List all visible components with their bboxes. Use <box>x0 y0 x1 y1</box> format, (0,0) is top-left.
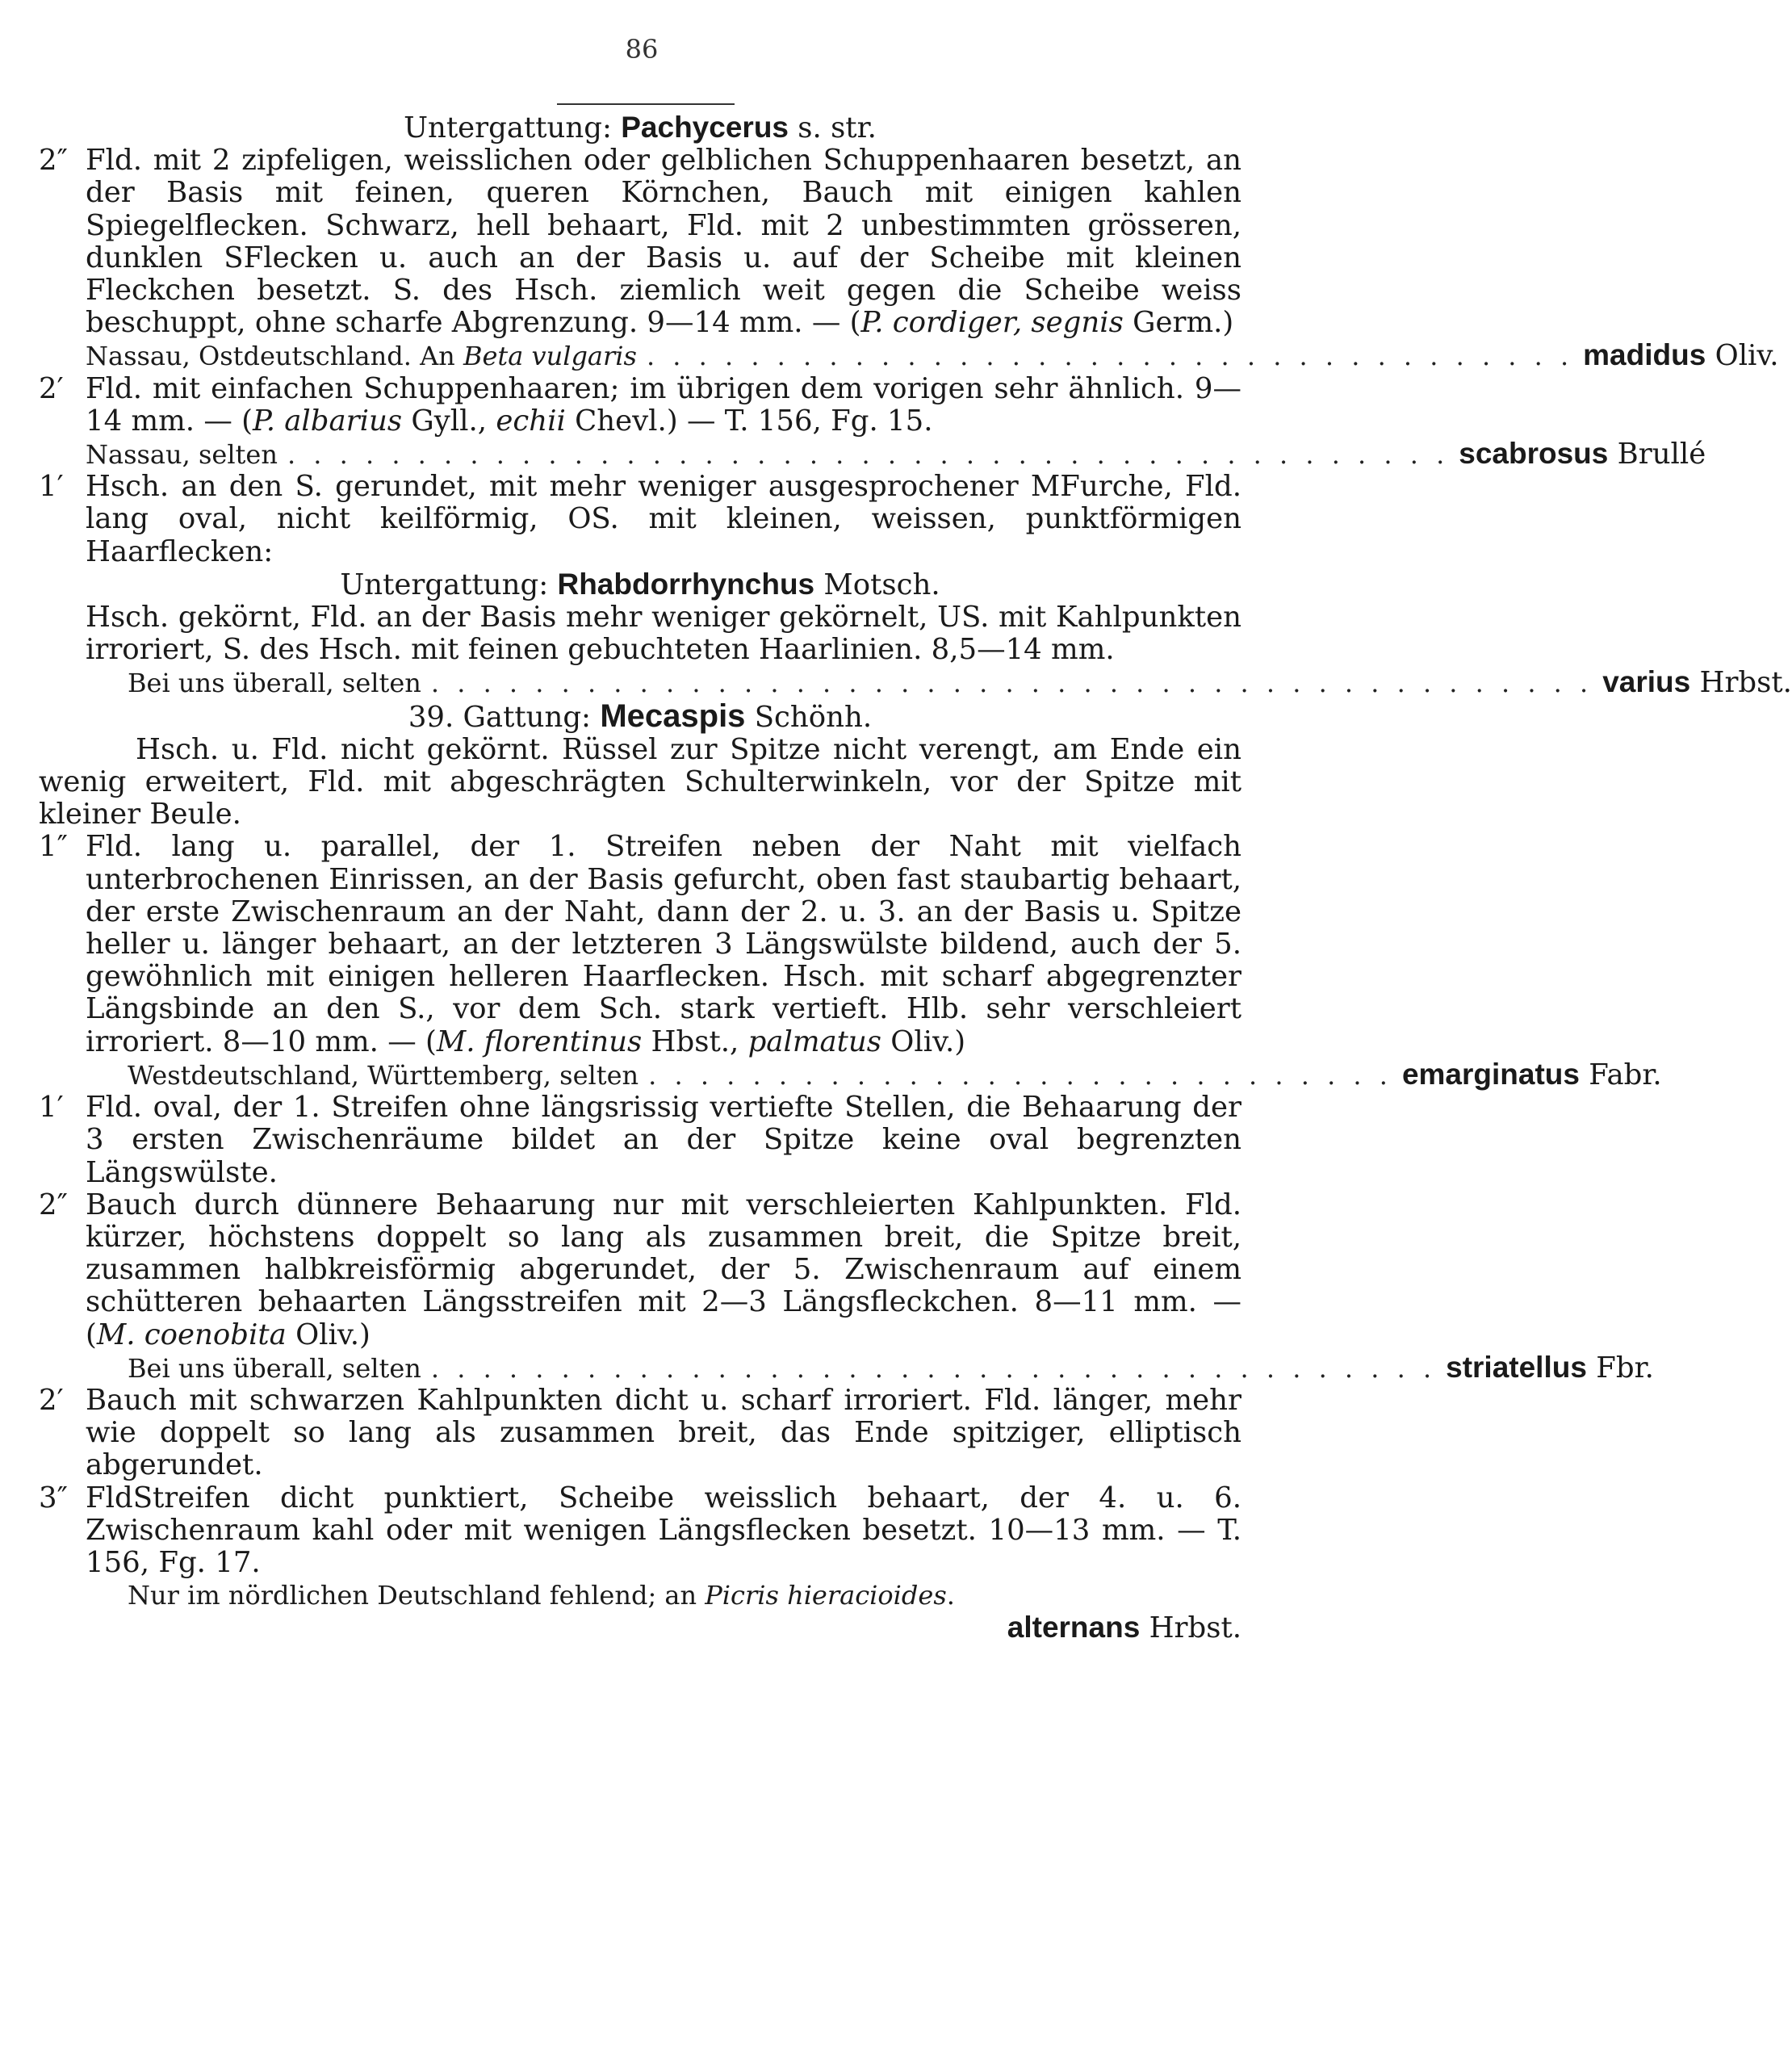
couplet-number: 2″ <box>39 144 68 178</box>
species-name-scabrosus: scabrosus <box>1459 437 1609 471</box>
couplet-number: 3″ <box>39 1481 68 1515</box>
couplet-number: 1′ <box>39 1091 64 1125</box>
key-entry-1a-mecaspis: 1″ Fld. lang u. parallel, der 1. Streifen neben der Naht mit vielfach unterbrochenen Einrissen, an der Basis gefurcht, oben fast staubartig behaart, der erste Zwischenraum an der Naht, dann der 2. u. 3. an der Basis u. Spitze heller u. länger behaart, an der letzteren 3 Längswülste bildend, auch der 5. gewöhnlich mit einigen helleren Haarflecken. Hsch. mit scharf abgegrenzter Längsbinde an den S., vor dem Sch. stark vertieft. Hlb. sehr verschleiert irroriert. 8—10 mm. — (M. florentinus Hbst., palmatus Oliv.) <box>39 830 1241 1058</box>
subgenus-heading-rhabdorrhynchus: Untergattung: Rhabdorrhynchus Motsch. <box>340 567 940 601</box>
genus-description: Hsch. u. Fld. nicht gekörnt. Rüssel zur Spitze nicht verengt, am Ende ein wenig erweitert, Fld. mit abgeschrägten Schulterwinkeln, vor der Spitze mit kleiner Beule. <box>39 732 1241 832</box>
distribution-text: Nur im nördlichen Deutschland fehlend; an <box>128 1580 705 1611</box>
key-entry-2b: 2′ Fld. mit einfachen Schuppenhaaren; im übrigen dem vorigen sehr ähnlich. 9—14 mm. — (P. albarius Gyll., echii Chevl.) — T. 156, Fg. 15. <box>39 371 1241 438</box>
key-entry-2b-mecaspis: 2′ Bauch mit schwarzen Kahlpunkten dicht u. scharf irroriert. Fld. länger, mehr wie doppelt so lang als zusammen breit, das Ende spitziger, elliptisch abgerundet. <box>39 1383 1241 1482</box>
distribution-text: Westdeutschland, Württemberg, selten <box>128 1059 639 1091</box>
author-name: Hrbst. <box>1149 1611 1241 1645</box>
author-name: Fbr. <box>1596 1351 1654 1385</box>
species-line-madidus <box>86 338 1779 373</box>
species-line-alternans <box>39 1611 1241 1644</box>
distribution-text: Bei uns überall, selten <box>128 1352 421 1384</box>
author-name: Oliv. <box>1715 339 1779 373</box>
author-name: Brullé <box>1617 438 1706 471</box>
key-entry-1b: 1′ Hsch. an den S. gerundet, mit mehr weniger ausgesprochener MFurche, Fld. lang oval, nicht keilförmig, OS. mit kleinen, weissen, punktförmigen Haarflecken: <box>39 470 1241 568</box>
dot-leader: . . . . . . . . . . . . . . . . . . . . . . . . . . . . . . . . . . . . <box>646 341 1574 372</box>
species-line-striatellus <box>128 1350 1654 1385</box>
subgenus-name: Pachycerus <box>621 111 789 144</box>
page-number-rule <box>557 103 735 105</box>
genus-name: Mecaspis <box>600 698 746 734</box>
dot-leader: . . . . . . . . . . . . . . . . . . . . . . . . . . . . . <box>648 1059 1392 1091</box>
distribution-text: Nassau, Ostdeutschland. An <box>86 341 463 372</box>
distribution-text: Nassau, selten <box>86 439 278 471</box>
species-line-emarginatus <box>128 1057 1662 1091</box>
author-name: Fabr. <box>1589 1058 1662 1091</box>
species-line-scabrosus <box>86 437 1706 471</box>
page-number: 86 <box>625 34 659 65</box>
key-entry-1b-mecaspis: 1′ Fld. oval, der 1. Streifen ohne längsrissig vertiefte Stellen, die Behaarung der 3 ersten Zwischenräume bildet an der Spitze keine oval begrenzten Längswülste. <box>39 1091 1241 1189</box>
distribution-text: Bei uns überall, selten <box>128 668 421 699</box>
key-entry-3a-mecaspis: 3″ FldStreifen dicht punktiert, Scheibe weisslich behaart, der 4. u. 6. Zwischenraum kahl oder mit wenigen Längsflecken besetzt. 10—13 mm. — T. 156, Fg. 17. <box>39 1481 1241 1579</box>
dot-leader: . . . . . . . . . . . . . . . . . . . . . . . . . . . . . . . . . . . . . . . <box>430 1352 1437 1384</box>
page-content <box>39 111 1792 1645</box>
key-entry-rhabdorrhynchus: Hsch. gekörnt, Fld. an der Basis mehr weniger gekörnelt, US. mit Kahlpunkten irroriert, S. des Hsch. mit feinen gebuchteten Haarlinien. 8,5—14 mm. <box>86 601 1241 667</box>
couplet-number: 2′ <box>39 371 64 405</box>
species-name-emarginatus: emarginatus <box>1401 1057 1580 1091</box>
subgenus-name: Rhabdorrhynchus <box>557 567 815 601</box>
dot-leader: . . . . . . . . . . . . . . . . . . . . . . . . . . . . . . . . . . . . . . . . . . . . . <box>430 668 1593 699</box>
couplet-number: 1′ <box>39 470 64 504</box>
host-plant: Picris hieracioides <box>705 1580 947 1611</box>
distribution-line-alternans: Nur im nördlichen Deutschland fehlend; an Picris hieracioides. <box>128 1580 955 1611</box>
species-name-striatellus: striatellus <box>1446 1350 1587 1384</box>
host-plant: Beta vulgaris <box>463 341 637 372</box>
couplet-number: 1″ <box>39 830 68 864</box>
key-entry-2a: 2″ Fld. mit 2 zipfeligen, weisslichen oder gelblichen Schuppenhaaren besetzt, an der Basis mit feinen, queren Körnchen, Bauch mit einigen kahlen Spiegelflecken. Schwarz, hell behaart, Fld. mit 2 unbestimmten grösseren, dunklen SFlecken u. auch an der Basis u. auf der Scheibe mit kleinen Fleckchen besetzt. S. des Hsch. ziemlich weit gegen die Scheibe weiss beschuppt, ohne scharfe Abgrenzung. 9—14 mm. — (P. cordiger, segnis Germ.) <box>39 144 1241 340</box>
dot-leader: . . . . . . . . . . . . . . . . . . . . . . . . . . . . . . . . . . . . . . . . . . . . . <box>287 439 1450 471</box>
species-line-varius <box>128 665 1792 700</box>
subgenus-heading-pachycerus: Untergattung: Pachycerus s. str. <box>404 111 877 145</box>
species-name-varius: varius <box>1602 665 1691 699</box>
genus-heading-mecaspis: 39. Gattung: Mecaspis Schönh. <box>408 698 873 734</box>
species-name-madidus: madidus <box>1583 338 1706 372</box>
author-name: Hrbst. <box>1699 666 1792 700</box>
couplet-number: 2′ <box>39 1383 64 1417</box>
key-entry-2a-mecaspis: 2″ Bauch durch dünnere Behaarung nur mit verschleierten Kahlpunkten. Fld. kürzer, höchstens doppelt so lang als zusammen breit, die Spitze breit, zusammen halbkreisförmig abgerundet, der 5. Zwischenraum auf einem schütteren behaarten Längsstreifen mit 2—3 Längsfleckchen. 8—11 mm. — (M. coenobita Oliv.) <box>39 1188 1241 1351</box>
species-name-alternans: alternans <box>1007 1611 1141 1644</box>
couplet-number: 2″ <box>39 1188 68 1221</box>
